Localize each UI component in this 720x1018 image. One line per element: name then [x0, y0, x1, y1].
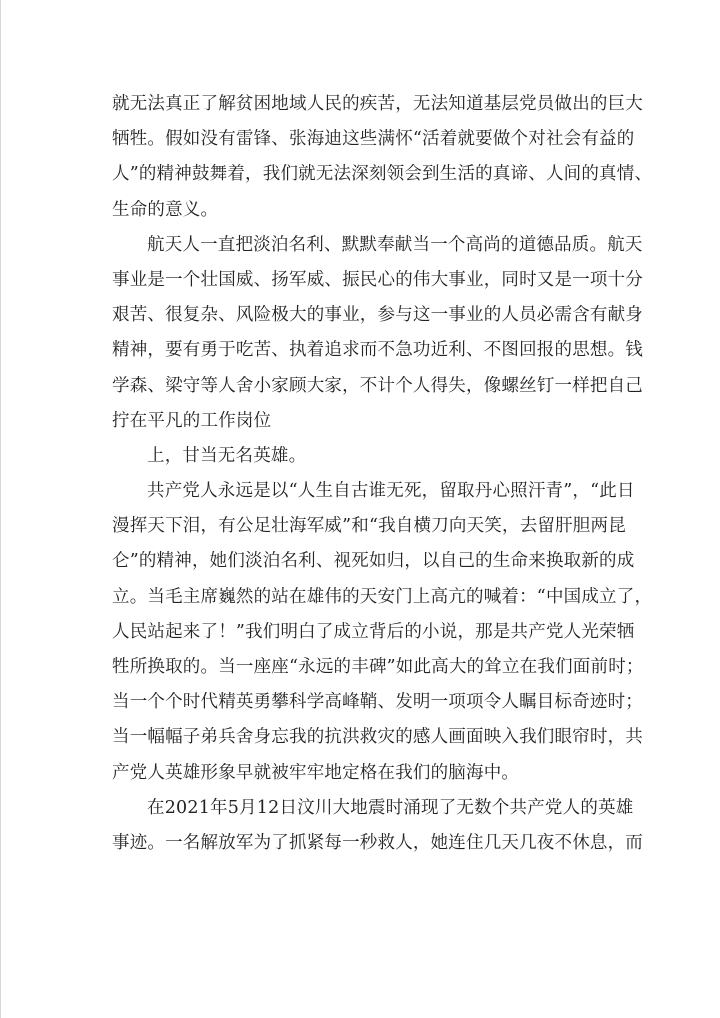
text-line: 共产党人永远是以“人生自古谁无死，留取丹心照汗青”，“此日	[147, 481, 635, 502]
text-line: 就无法真正了解贫困地域人民的疾苦，无法知道基层党员做出的巨大	[112, 94, 643, 114]
text-line: 生命的意义。	[112, 199, 219, 220]
text-line: 上，甘当无名英雄。	[147, 445, 307, 466]
text-line: 航天人一直把淡泊名利、默默奉献当一个高尚的道德品质。航天	[147, 234, 643, 255]
text-line: 学森、梁守等人舍小家顾大家，不计个人得失，像螺丝钉一样把自己	[112, 375, 643, 396]
text-line: 立。当毛主席巍然的站在雄伟的天安门上高亢的喊着：“中国成立了，	[112, 586, 653, 607]
text-line: 事迹。一名解放军为了抓紧每一秒救人，她连住几天几夜不休息，而	[112, 832, 643, 853]
text-line: 拧在平凡的工作岗位	[112, 410, 272, 431]
text-line: 当一个个时代精英勇攀科学高峰鞘、发明一项项令人瞩目标奇迹时；	[112, 692, 643, 713]
text-line: 在2021年5月12日汶川大地震时涌现了无数个共产党人的英雄	[147, 797, 634, 818]
document-body	[112, 87, 653, 861]
text-line: 人民站起来了！”我们明白了成立背后的小说，那是共产党人光荣牺	[112, 621, 635, 642]
text-line: 精神，要有勇于吃苦、执着追求而不急功近利、不图回报的思想。钱	[112, 340, 643, 361]
text-line: 人”的精神鼓舞着，我们就无法深刻领会到生活的真谛、人间的真情、	[112, 164, 653, 185]
paragraph	[112, 228, 643, 439]
text-line: 艰苦、很复杂、风险极大的事业，参与这一事业的人员必需含有献身	[112, 305, 643, 326]
text-line: 事业是一个壮国威、扬军威、振民心的伟大事业，同时又是一项十分	[112, 269, 643, 290]
text-line: 牲所换取的。当一座座“永远的丰碑”如此高大的耸立在我们面前时；	[112, 657, 644, 677]
paragraph	[112, 87, 653, 228]
text-line: 仑”的精神，她们淡泊名利、视死如归，以自己的生命来换取新的成	[112, 551, 635, 572]
text-line: 产党人英雄形象早就被牢牢地定格在我们的脑海中。	[112, 762, 520, 783]
paragraph	[112, 474, 653, 791]
text-line: 牺牲。假如没有雷锋、张海迪这些满怀“活着就要做个对社会有益的	[112, 129, 635, 150]
paragraph	[112, 439, 612, 474]
text-line: 当一幅幅子弟兵舍身忘我的抗洪救灾的感人画面映入我们眼帘时，共	[112, 727, 643, 748]
paragraph	[112, 791, 643, 861]
text-line: 漫挥天下泪，有公足壮海军威”和“我自横刀向天笑，去留肝胆两昆	[112, 516, 626, 537]
